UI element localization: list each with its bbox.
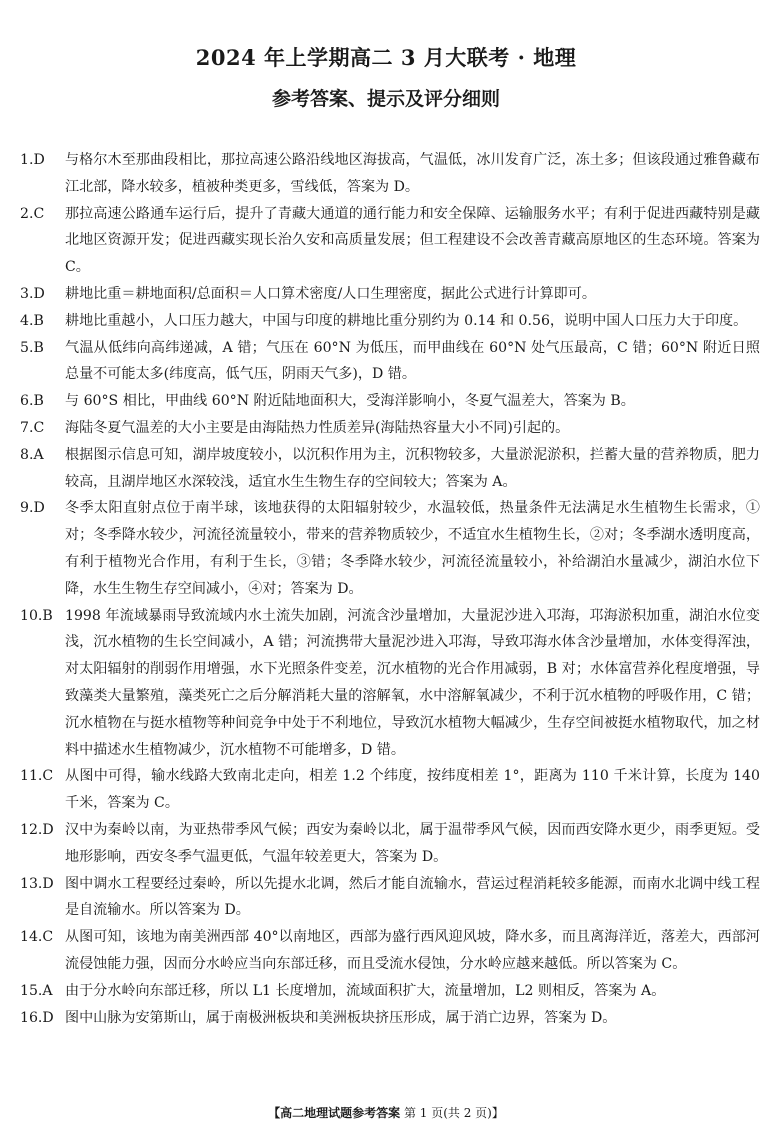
- answer-item: [20, 201, 760, 281]
- answer-item: [20, 281, 760, 308]
- footer-page-number: 第 1 页(共 2 页)】: [403, 1106, 504, 1120]
- answer-item: [20, 924, 760, 978]
- answer-item: [20, 763, 760, 817]
- answer-text: 气温从低纬向高纬递减，A 错；气压在 60°N 为低压，而甲曲线在 60°N 处气压最高，C 错；60°N 附近日照总量不可能太多(纬度高，低气压，阴雨天气多)，D 错。: [65, 339, 760, 383]
- answer-item: [20, 495, 760, 602]
- answer-item: [20, 871, 760, 925]
- answer-number: 3.D: [20, 285, 45, 302]
- answer-number: 8.A: [20, 446, 44, 463]
- answer-text: 根据图示信息可知，湖岸坡度较小，以沉积作用为主，沉积物较多，大量淤泥淤积，拦蓄大量的营养物质，肥力较高，且湖岸地区水深较浅，适宜水生生物生存的空间较大；答案为 A。: [65, 446, 760, 490]
- answer-text: 与 60°S 相比，甲曲线 60°N 附近陆地面积大，受海洋影响小，冬夏气温差大，答案为 B。: [65, 393, 635, 410]
- answer-item: [20, 978, 760, 1005]
- answer-number: 6.B: [20, 393, 44, 410]
- answer-item: [20, 308, 760, 335]
- page-subtitle: 参考答案、提示及评分细则: [271, 88, 500, 110]
- answer-number: 2.C: [20, 205, 45, 222]
- answer-number: 14.C: [20, 929, 54, 946]
- footer-document-name: 【高二地理试题参考答案: [268, 1106, 401, 1120]
- answer-item: [20, 147, 760, 201]
- answer-item: [20, 1005, 760, 1032]
- answer-number: 11.C: [20, 768, 54, 785]
- page-title: 2024 年上学期高二 3 月大联考 · 地理: [195, 45, 577, 70]
- answer-text: 1998 年流域暴雨导致流域内水土流失加剧，河流含沙量增加，大量泥沙进入邛海，邛海淤积加重，湖泊水位变浅，沉水植物的生长空间减小，A 错；河流携带大量泥沙进入邛海，导致邛海水体含沙量增加，水体变得浑浊，对太阳辐射的削弱作用增强，水下光照条件变差，沉水植物的光合作用减弱，B 对；水体富营养化程度增强，导致藻类大量繁殖，藻类死亡之后分解消耗大量的溶解氧，水中溶解氧减少，不利于沉水植物的呼吸作用，C 错；沉水植物在与挺水植物等种间竞争中处于不利地位，导致沉水植物大幅减少，生存空间被挺水植物取代，加之材料中描述水生植物减少，沉水植物不可能增多，D 错。: [65, 607, 760, 758]
- answer-text: 海陆冬夏气温差的大小主要是由海陆热力性质差异(海陆热容量大小不同)引起的。: [65, 419, 570, 436]
- answer-number: 15.A: [20, 982, 53, 999]
- answer-text: 图中调水工程要经过秦岭，所以先提水北调，然后才能自流输水，营运过程消耗较多能源，而南水北调中线工程是自流输水。所以答案为 D。: [65, 875, 760, 919]
- answer-number: 5.B: [20, 339, 44, 356]
- answer-number: 1.D: [20, 152, 45, 168]
- answer-item: [20, 415, 760, 442]
- answer-text: 与格尔木至那曲段相比，那拉高速公路沿线地区海拔高，气温低，冰川发育广泛，冻土多；但该段通过雅鲁藏布江北部，降水较多，植被种类更多，雪线低，答案为 D。: [65, 152, 760, 195]
- answer-text: 耕地比重越小，人口压力越大，中国与印度的耕地比重分别约为 0.14 和 0.56，说明中国人口压力大于印度。: [65, 312, 748, 329]
- answer-text: 冬季太阳直射点位于南半球，该地获得的太阳辐射较少，水温较低，热量条件无法满足水生植物生长需求，①对；冬季降水较少，河流径流量较小，带来的营养物质较少，不适宜水生植物生长，②对；冬季湖水透明度高，有利于植物光合作用，有利于生长，③错；冬季降水较少，河流径流量较小，补给湖泊水量减少，湖泊水位下降，水生生物生存空间减小，④对；答案为 D。: [65, 500, 760, 597]
- page-footer: [0, 1104, 772, 1122]
- answer-number: 16.D: [20, 1009, 54, 1026]
- answer-number: 4.B: [20, 312, 44, 329]
- answer-text: 从图可知，该地为南美洲西部 40°以南地区，西部为盛行西风迎风坡，降水多，而且离海洋近，落差大，西部河流侵蚀能力强，因而分水岭应当向东部迁移，而且受流水侵蚀，分水岭应越来越低。所以答案为 C。: [65, 929, 760, 972]
- answer-text: 从图中可得，输水线路大致南北走向，相差 1.2 个纬度，按纬度相差 1°，距离为 110 千米计算，长度为 140 千米，答案为 C。: [65, 768, 760, 812]
- answer-text: 那拉高速公路通车运行后，提升了青藏大通道的通行能力和安全保障、运输服务水平；有利于促进西藏特别是藏北地区资源开发；促进西藏实现长治久安和高质量发展；但工程建设不会改善青藏高原地区的生态环境。答案为 C。: [65, 205, 760, 276]
- answer-item: [20, 603, 760, 764]
- answer-item: [20, 388, 760, 415]
- answer-list: [20, 147, 760, 1031]
- answer-number: 9.D: [20, 500, 45, 517]
- answer-text: 由于分水岭向东部迁移，所以 L1 长度增加，流域面积扩大，流量增加，L2 则相反，答案为 A。: [65, 982, 666, 999]
- answer-text: 汉中为秦岭以南，为亚热带季风气候；西安为秦岭以北，属于温带季风气候，因而西安降水更少，雨季更短。受地形影响，西安冬季气温更低，气温年较差更大，答案为 D。: [65, 821, 760, 865]
- answer-number: 13.D: [20, 875, 54, 892]
- answer-text: 耕地比重＝耕地面积/总面积＝人口算术密度/人口生理密度，据此公式进行计算即可。: [65, 285, 596, 302]
- answer-item: [20, 442, 760, 496]
- answer-text: 图中山脉为安第斯山，属于南极洲板块和美洲板块挤压形成，属于消亡边界，答案为 D。: [65, 1009, 617, 1026]
- answer-number: 10.B: [20, 607, 53, 624]
- answer-number: 7.C: [20, 419, 45, 436]
- answer-number: 12.D: [20, 821, 54, 838]
- answer-item: [20, 335, 760, 389]
- answer-item: [20, 817, 760, 871]
